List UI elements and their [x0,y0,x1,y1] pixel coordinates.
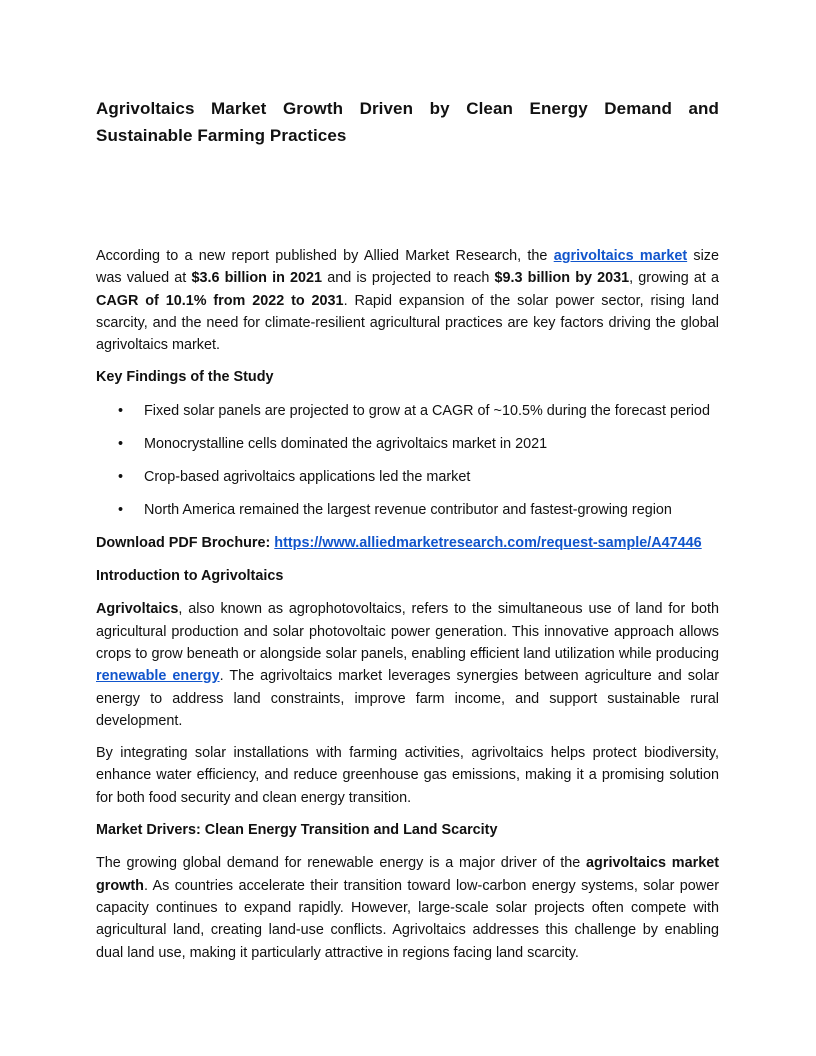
spacer [96,149,719,245]
list-item [96,400,719,422]
text: , growing at a [629,270,719,287]
list-item [96,433,719,455]
text: and is projected to reach [322,270,495,287]
text: . The agrivoltaics market leverages synergies between agriculture and solar energy to address land constraints, improve farm income, and support sustainable rural development. [96,668,719,729]
bullet-icon: • [118,402,124,419]
brochure-label: Download PDF Brochure: [96,534,275,551]
agrivoltaics-market-link[interactable]: agrivoltaics market [553,248,688,264]
market-value-2031: $9.3 billion by 2031 [494,270,630,287]
brochure-link[interactable]: https://www.alliedmarketresearch.com/request-sample/A47446 [274,534,702,551]
text: The growing global demand for renewable energy is a major driver of the [96,855,587,872]
list-item [96,466,719,488]
text: According to a new report published by Allied Market Research, the [96,248,554,264]
document-page [96,95,719,974]
text: , also known as agrophotovoltaics, refers to the simultaneous use of land for both agricultural production and solar photovoltaic power generation. This innovative approach allows crops to grow beneath or alongside solar panels, enabling efficient land utilization while producing [96,601,719,662]
text: . As countries accelerate their transition toward low-carbon energy systems, solar power capacity continues to expand rapidly. However, large-scale solar projects often compete with agricultural land, creating land-use conflicts. Agrivoltaics addresses this challenge by enabling dual land use, making it particularly attractive in regions facing land scarcity. [96,877,719,961]
renewable-energy-link[interactable]: renewable energy [96,668,220,685]
introduction-heading: Introduction to Agrivoltaics [96,568,284,585]
bullet-icon: • [118,501,124,518]
list-item-text: Fixed solar panels are projected to grow at a CAGR of ~10.5% during the forecast period [144,402,710,419]
document-title: Agrivoltaics Market Growth Driven by Clean Energy Demand and Sustainable Farming Practices [96,99,719,145]
bullet-icon: • [118,435,124,452]
intro-paragraph [96,245,719,356]
list-item [96,499,719,521]
drivers-paragraph [96,852,719,963]
market-growth-emphasis: agrivoltaics market growth [96,855,719,894]
bullet-icon: • [118,468,124,485]
key-findings-list [96,400,719,521]
market-value-2021: $3.6 billion in 2021 [191,270,323,287]
term-agrivoltaics: Agrivoltaics [96,601,179,618]
introduction-paragraph-1 [96,598,719,732]
cagr-value: CAGR of 10.1% from 2022 to 2031 [96,292,344,309]
introduction-paragraph-2: By integrating solar installations with farming activities, agrivoltaics helps protect biodiversity, enhance water efficiency, and reduce greenhouse gas emissions, making it a promising solution for both food security and clean energy transition. [96,745,719,806]
list-item-text: Crop-based agrivoltaics applications led the market [144,468,471,485]
text: . Rapid expansion of the solar power sector, rising land scarcity, and the need for climate-resilient agricultural practices are key factors driving the global agrivoltaics market. [96,292,719,354]
brochure-line [96,532,719,554]
list-item-text: Monocrystalline cells dominated the agrivoltaics market in 2021 [144,435,548,452]
text: size was valued at [96,248,719,287]
key-findings-heading: Key Findings of the Study [96,369,274,386]
list-item-text: North America remained the largest revenue contributor and fastest-growing region [144,501,672,518]
drivers-heading: Market Drivers: Clean Energy Transition and Land Scarcity [96,822,498,839]
